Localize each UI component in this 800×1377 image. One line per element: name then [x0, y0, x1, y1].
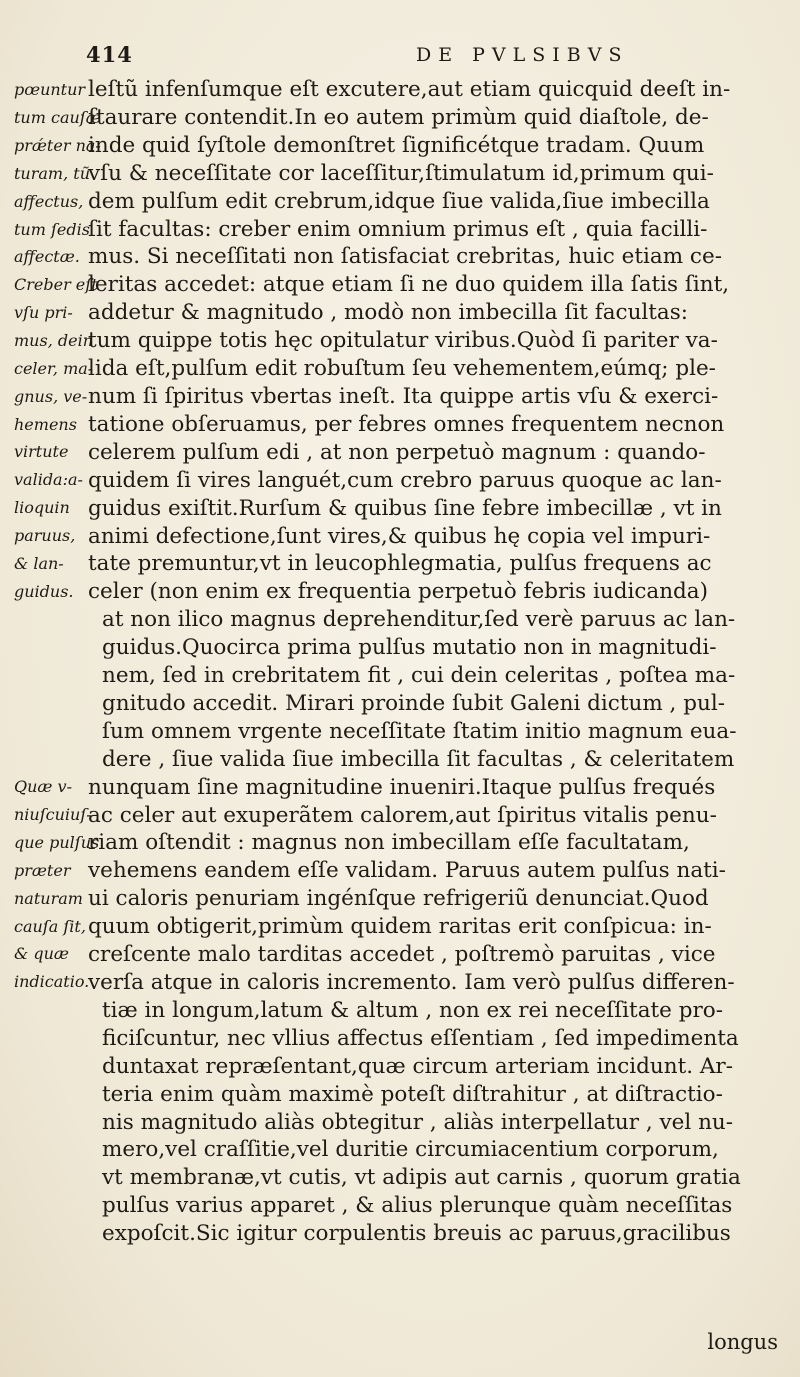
- text-line: ſtaurare contendit.In eo autem primùm quid diaſtole, de-: [88, 104, 709, 130]
- text-line: quum obtigerit,primùm quidem raritas erit conſpicua: in-: [88, 914, 712, 940]
- margin-note-line: tum cauſæ: [14, 107, 101, 127]
- text-line: mus. Si neceſſitati non ſatisfaciat crebritas, huic etiam ce-: [88, 244, 722, 270]
- margin-note-causes: [14, 76, 101, 271]
- text-line: mero,vel craſſitie,vel duritie circumiacentium corporum,: [102, 1137, 719, 1163]
- text-line: animi defectione,ſunt vires,& quibus hę copia vel impuri-: [88, 523, 711, 549]
- text-line: teria enim quàm maximè poteſt diſtrahitur , at diſtractio-: [102, 1081, 723, 1107]
- text-line: duntaxat repræſentant,quæ circum arteriam incidunt. Ar-: [102, 1053, 733, 1079]
- text-line: vſu & neceſſitate cor laceſſitur,ſtimulatum id,primum qui-: [88, 160, 714, 186]
- text-line: nis magnitudo aliàs obtegitur , aliàs interpellatur , vel nu-: [102, 1109, 734, 1135]
- text-line: ſum omnem vrgente neceſſitate ſtatim initio magnum eua-: [102, 718, 737, 744]
- text-line: nem, ſed in crebritatem fit , cui dein celeritas , poſtea ma-: [102, 663, 736, 689]
- margin-note-line: affectæ.: [14, 247, 80, 267]
- margin-note-line: tum ſedis: [14, 219, 90, 239]
- margin-note-line: guidus.: [14, 581, 74, 601]
- text-line: guidus exiſtit.Rurſum & quibus ſine febre imbecillæ , vt in: [88, 495, 722, 521]
- text-line: celerem pulſum edi , at non perpetuò magnum : quando-: [88, 439, 706, 465]
- margin-note-causa: [14, 773, 100, 996]
- page-header: [86, 40, 766, 74]
- text-line: gnitudo accedit. Mirari proinde ſubit Galeni dictum , pul-: [102, 690, 725, 716]
- text-line: guidus.Quocirca prima pulſus mutatio non in magnitudi-: [102, 635, 717, 661]
- margin-note-line: que pulſus: [14, 832, 100, 852]
- margin-note-line: pœuntur: [14, 80, 86, 99]
- text-line: addetur & magnitudo , modò non imbecilla ſit facultas:: [88, 300, 689, 326]
- margin-note-line: virtute: [14, 442, 69, 462]
- text-line: tum quippe totis hęc opitulatur viribus.Quòd ſi pariter va-: [88, 328, 718, 354]
- margin-note-line: Quæ v-: [14, 777, 72, 796]
- text-line: pulſus varius apparet , & alius plerunque quàm neceſſitas: [102, 1193, 733, 1219]
- margin-note-line: valida:a-: [14, 470, 83, 490]
- text-line: nunquam ſine magnitudine inueniri.Itaque pulſus frequés: [88, 774, 716, 800]
- margin-note-line: paruus,: [14, 526, 76, 546]
- margin-note-creber: [14, 271, 98, 606]
- margin-note-line: hemens: [14, 414, 77, 434]
- text-line: riam oſtendit : magnus non imbecillam eſſe facultatam,: [88, 830, 690, 856]
- text-line: ui caloris penuriam ingénſque refrigeriũ denunciat.Quod: [88, 886, 709, 912]
- margin-note-line: gnus, ve-: [14, 386, 88, 406]
- margin-note-line: affectus,: [14, 191, 84, 211]
- text-line: dere , ſiue valida ſiue imbecilla ſit facultas , & celeritatem: [102, 746, 735, 772]
- text-line: leſtũ infenſumque eſt excutere,aut etiam quicquid deeſt in-: [88, 77, 731, 102]
- margin-note-line: celer, ma-: [14, 358, 94, 378]
- text-line: vehemens eandem eſſe validam. Paruus autem pulſus nati-: [88, 858, 726, 884]
- margin-note-line: prǽter na-: [14, 135, 101, 155]
- text-line: ſit facultas: creber enim omnium primus eſt , quia facilli-: [88, 216, 708, 242]
- margin-note-line: turam, tũ: [14, 163, 90, 183]
- page-number: 414: [86, 42, 133, 67]
- text-line: leritas accedet: atque etiam ſi ne duo quidem illa ſatis ſint,: [88, 272, 730, 298]
- margin-note-line: indicatio.: [14, 972, 90, 992]
- text-line: at non ilico magnus deprehenditur,ſed verè paruus ac lan-: [102, 607, 736, 633]
- margin-note-line: præter: [14, 860, 71, 880]
- margin-note-line: cauſa ſit,: [14, 916, 86, 936]
- margin-note-line: mus, dein: [14, 330, 93, 350]
- margin-note-line: & quæ: [14, 944, 69, 964]
- running-title: DE PVLSIBVS: [416, 44, 629, 66]
- margin-note-line: & lan-: [14, 554, 64, 574]
- catchword: longus: [707, 1330, 778, 1354]
- text-line: celer (non enim ex frequentia perpetuò febris iudicanda): [88, 579, 709, 605]
- text-line: lida eſt,pulſum edit robuſtum ſeu vehementem,eúmq; ple-: [88, 356, 716, 382]
- text-line: dem pulſum edit crebrum,idque ſiue valida,ſiue imbecilla: [88, 188, 710, 214]
- margin-note-line: niuſcuiuſ-: [14, 804, 92, 824]
- margin-note-line: Creber eſt: [14, 275, 98, 294]
- text-line: expoſcit.Sic igitur corpulentis breuis ac paruus,gracilibus: [102, 1221, 731, 1247]
- text-line: tate premuntur,vt in leucophlegmatia, pulſus frequens ac: [88, 551, 712, 577]
- text-line: ac celer aut exuperãtem calorem,aut ſpiritus vitalis penu-: [88, 802, 717, 828]
- main-text: [88, 76, 778, 1248]
- text-line: inde quid ſyſtole demonſtret ſignificétque tradam. Quum: [88, 132, 705, 158]
- margin-note-line: vſu pri-: [14, 302, 73, 322]
- text-line: ficiſcuntur, nec vllius affectus eſſentiam , ſed impedimenta: [102, 1025, 739, 1051]
- text-line: vt membranæ,vt cutis, vt adipis aut carnis , quorum gratia: [102, 1165, 741, 1191]
- text-line: tatione obſeruamus, per febres omnes frequentem necnon: [88, 411, 725, 437]
- text-line: tiæ in longum,latum & altum , non ex rei neceſſitate pro-: [102, 997, 723, 1023]
- text-line: quidem ſi vires languét,cum crebro paruus quoque ac lan-: [88, 467, 722, 493]
- margin-note-line: lioquin: [14, 498, 70, 518]
- margin-note-line: naturam: [14, 888, 83, 908]
- text-line: creſcente malo tarditas accedet , poſtremò paruitas , vice: [88, 942, 716, 968]
- text-line: num ſi ſpiritus vbertas ineſt. Ita quippe artis vſu & exerci-: [88, 383, 719, 409]
- text-line: verſa atque in caloris incremento. Iam verò pulſus differen-: [88, 970, 735, 995]
